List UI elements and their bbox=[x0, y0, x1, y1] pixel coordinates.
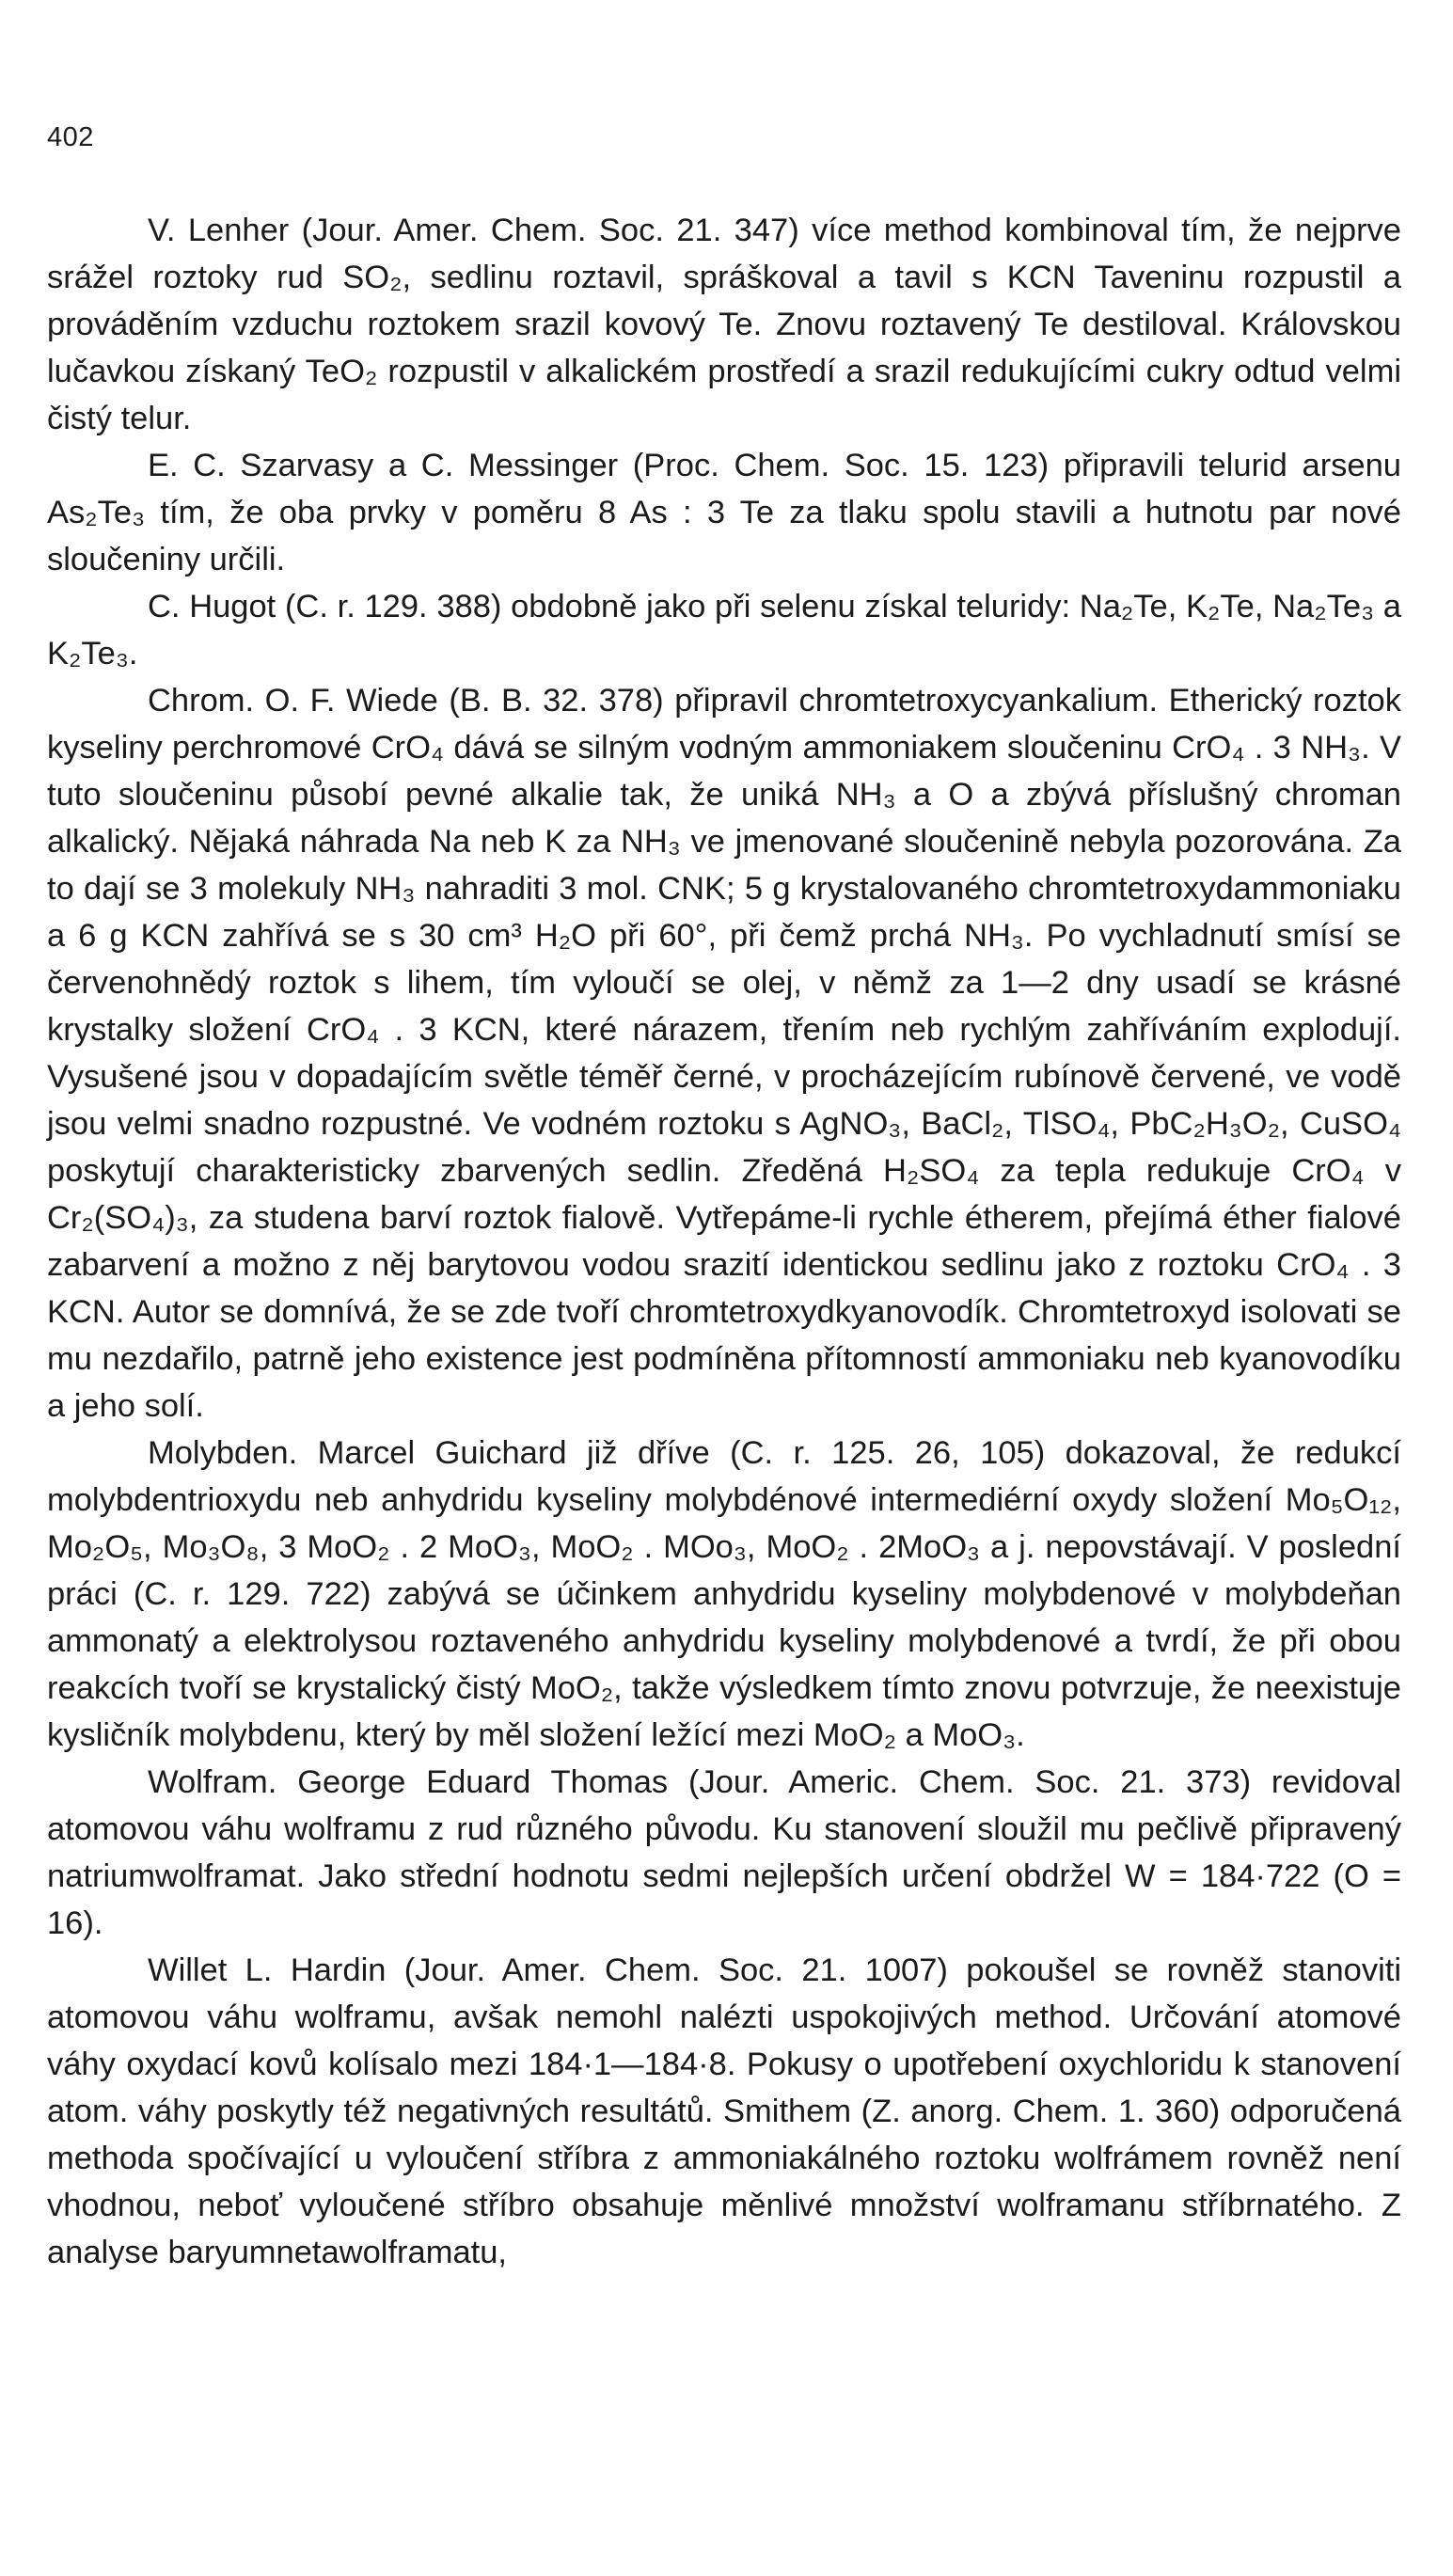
paragraph-chromium: Chrom. O. F. Wiede (B. B. 32. 378) připravil chromtetroxycyankalium. Etherický roztok kyseliny perchromové CrO₄ dává se silným vodným ammoniakem sloučeninu CrO₄ . 3 NH₃. V tuto sloučeninu působí pevné alkalie tak, že uniká NH₃ a O a zbývá příslušný chroman alkalický. Nějaká náhrada Na neb K za NH₃ ve jmenované sloučenině nebyla pozorována. Za to dají se 3 molekuly NH₃ nahraditi 3 mol. CNK; 5 g krystalovaného chromtetroxydammoniaku a 6 g KCN zahřívá se s 30 cm³ H₂O při 60°, při čemž prchá NH₃. Po vychladnutí smísí se červenohnědý roztok s lihem, tím vyloučí se olej, v němž za 1—2 dny usadí se krásné krystalky složení CrO₄ . 3 KCN, které nárazem, třením neb rychlým zahříváním explodují. Vysušené jsou v dopadajícím světle téměř černé, v procházejícím rubínově červené, ve vodě jsou velmi snadno rozpustné. Ve vodném roztoku s AgNO₃, BaCl₂, TlSO₄, PbC₂H₃O₂, CuSO₄ poskytují charakteristicky zbarvených sedlin. Zředěná H₂SO₄ za tepla redukuje CrO₄ v Cr₂(SO₄)₃, za studena barví roztok fialově. Vytřepáme-li rychle étherem, přejímá éther fialové zabarvení a možno z něj barytovou vodou srazití identickou sedlinu jako z roztoku CrO₄ . 3 KCN. Autor se domnívá, že se zde tvoří chromtetroxydkyanovodík. Chromtetroxyd isolovati se mu nezdařilo, patrně jeho existence jest podmíněna přítomností ammoniaku neb kyanovodíku a jeho solí. bbox=[47, 683, 1401, 1424]
paragraph-tellurium-lenher: V. Lenher (Jour. Amer. Chem. Soc. 21. 347) více method kombinoval tím, že nejprve srážel roztoky rud SO₂, sedlinu roztavil, spráškoval a tavil s KCN Taveninu rozpustil a prováděním vzduchu roztokem srazil kovový Te. Znovu roztavený Te destiloval. Královskou lučavkou získaný TeO₂ rozpustil v alkalickém prostředí a srazil redukujícími cukry odtud velmi čistý telur. bbox=[47, 213, 1401, 436]
paragraph-molybdenum: Molybden. Marcel Guichard již dříve (C. r. 125. 26, 105) dokazoval, že redukcí molybdentrioxydu neb anhydridu kyseliny molybdénové intermediérní oxydy složení Mo₅O₁₂, Mo₂O₅, Mo₃O₈, 3 MoO₂ . 2 MoO₃, MoO₂ . MOo₃, MoO₂ . 2MoO₃ a j. nepovstávají. V poslední práci (C. r. 129. 722) zabývá se účinkem anhydridu kyseliny molybdenové v molybdeňan ammonatý a elektrolysou roztaveného anhydridu kyseliny molybdenové a tvrdí, že při obou reakcích tvoří se krystalický čistý MoO₂, takže výsledkem tímto znovu potvrzuje, že neexistuje kysličník molybdenu, který by měl složení ležící mezi MoO₂ a MoO₃. bbox=[47, 1435, 1401, 1753]
paragraph-tellurides-hugot: C. Hugot (C. r. 129. 388) obdobně jako při selenu získal teluridy: Na₂Te, K₂Te, Na₂Te₃ a K₂Te₃. bbox=[47, 589, 1401, 672]
page-number: 402 bbox=[47, 122, 94, 152]
body-text bbox=[47, 207, 1401, 2276]
paragraph-arsenic-telluride: E. C. Szarvasy a C. Messinger (Proc. Chem. Soc. 15. 123) připravili telurid arsenu As₂Te₃ tím, že oba prvky v poměru 8 As : 3 Te za tlaku spolu stavili a hutnotu par nové sloučeniny určili. bbox=[47, 448, 1401, 577]
paragraph-tungsten-hardin: Willet L. Hardin (Jour. Amer. Chem. Soc. 21. 1007) pokoušel se rovněž stanoviti atomovou váhu wolframu, avšak nemohl nalézti uspokojivých method. Určování atomové váhy oxydací kovů kolísalo mezi 184·1—184·8. Pokusy o upotřebení oxychloridu k stanovení atom. váhy poskytly též negativných resultátů. Smithem (Z. anorg. Chem. 1. 360) odporučená methoda spočívající u vyloučení stříbra z ammoniakálného roztoku wolfrámem rovněž není vhodnou, neboť vyloučené stříbro obsahuje měnlivé množství wolframanu stříbrnatého. Z analyse baryumnetawolframatu, bbox=[47, 1952, 1401, 2270]
paragraph-tungsten-thomas: Wolfram. George Eduard Thomas (Jour. Americ. Chem. Soc. 21. 373) revidoval atomovou váhu wolframu z rud různého původu. Ku stanovení sloužil mu pečlivě připravený natriumwolframat. Jako střední hodnotu sedmi nejlepších určení obdržel W = 184·722 (O = 16). bbox=[47, 1764, 1401, 1941]
